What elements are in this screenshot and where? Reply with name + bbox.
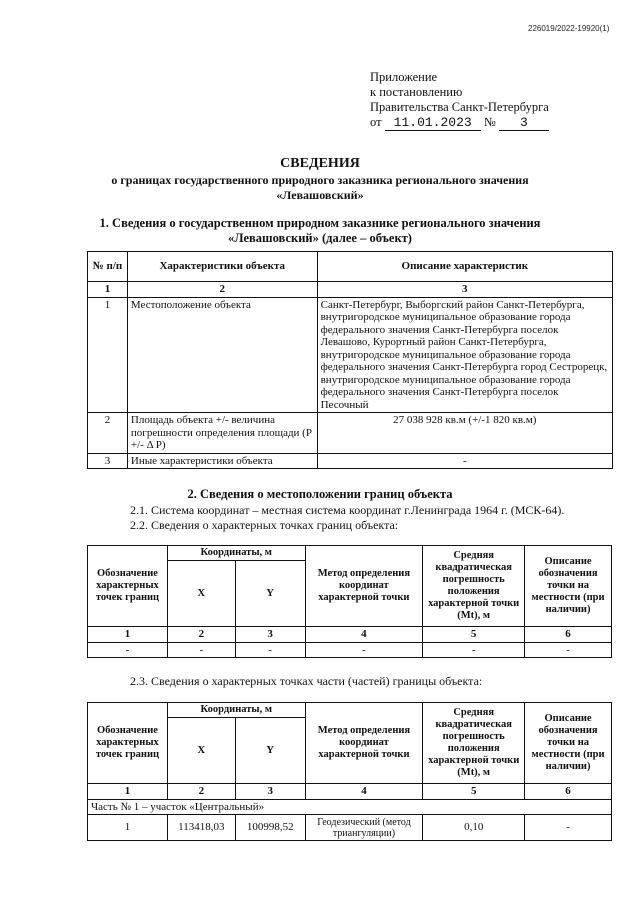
table-row bbox=[88, 642, 612, 658]
header-description: Описание характеристик bbox=[317, 252, 612, 282]
object-table bbox=[87, 251, 613, 469]
col-number-6: 6 bbox=[525, 627, 612, 643]
row-description: Санкт-Петербург, Выборгский район Санкт-Петербурга, внутригородское муниципальное образование города федерального значения Санкт-Петербурга поселок Левашово, Курортный район Санкт-Петербурга, внутригородское муниципальное образование города федерального значения Санкт-Петербурга город Сестрорецк, внутригородское муниципальное образование города федерального значения Санкт-Петербурга поселок Песочный bbox=[317, 297, 612, 413]
part-points-caption: 2.3. Сведения о характерных точках части (частей) границы объекта: bbox=[130, 674, 483, 688]
part-label: Часть № 1 – участок «Центральный» bbox=[88, 799, 612, 815]
point-description: - bbox=[525, 815, 612, 841]
col-number-3: 3 bbox=[235, 627, 305, 643]
header-point-description: Описание обозначения точки на местности (при наличии) bbox=[525, 703, 612, 784]
date-prefix: от bbox=[370, 115, 382, 129]
cell-empty: - bbox=[235, 642, 305, 658]
col-number-2: 2 bbox=[167, 784, 235, 800]
appendix-line2: к постановлению bbox=[370, 85, 463, 99]
header-coordinates: Координаты, м bbox=[167, 546, 305, 561]
cell-empty: - bbox=[88, 642, 168, 658]
row-characteristic: Местоположение объекта bbox=[127, 297, 317, 413]
row-description: - bbox=[317, 453, 612, 469]
col-number-3: 3 bbox=[235, 784, 305, 800]
point-y: 100998,52 bbox=[235, 815, 305, 841]
number-prefix: № bbox=[483, 115, 496, 129]
header-method: Метод определения координат характерной точки bbox=[305, 703, 423, 784]
header-y: Y bbox=[235, 718, 305, 784]
cell-empty: - bbox=[423, 642, 525, 658]
decree-date: 11.01.2023 bbox=[385, 115, 481, 131]
col-number-5: 5 bbox=[423, 784, 525, 800]
row-characteristic: Иные характеристики объекта bbox=[127, 453, 317, 469]
point-method: Геодезический (метод триангуляции) bbox=[305, 815, 423, 841]
point-accuracy: 0,10 bbox=[423, 815, 525, 841]
col-number-1: 1 bbox=[88, 627, 168, 643]
header-number: № п/п bbox=[88, 252, 128, 282]
decree-number: 3 bbox=[499, 115, 549, 131]
cell-empty: - bbox=[305, 642, 423, 658]
header-point-description: Описание обозначения точки на местности (при наличии) bbox=[525, 546, 612, 627]
header-coordinates: Координаты, м bbox=[167, 703, 305, 718]
table-row bbox=[88, 297, 613, 413]
row-number: 3 bbox=[88, 453, 128, 469]
col-number-4: 4 bbox=[305, 784, 423, 800]
row-number: 1 bbox=[88, 297, 128, 413]
appendix-date-line bbox=[370, 115, 549, 131]
header-accuracy: Средняя квадратическая погрешность положения характерной точки (Mt), м bbox=[423, 703, 525, 784]
header-point-designation: Обозначение характерных точек границ bbox=[88, 546, 168, 627]
document-title: СВЕДЕНИЯ bbox=[280, 156, 360, 171]
row-description: 27 038 928 кв.м (+/-1 820 кв.м) bbox=[317, 413, 612, 454]
col-number-1: 1 bbox=[88, 282, 128, 298]
col-number-6: 6 bbox=[525, 784, 612, 800]
cell-empty: - bbox=[525, 642, 612, 658]
boundary-points-caption: 2.2. Сведения о характерных точках границ объекта: bbox=[130, 518, 399, 532]
header-method: Метод определения координат характерной точки bbox=[305, 546, 423, 627]
boundary-points-table bbox=[87, 545, 612, 658]
header-x: X bbox=[167, 718, 235, 784]
table-row bbox=[88, 815, 612, 841]
document-id: 226019/2022-19920(1) bbox=[528, 24, 610, 33]
part-points-table bbox=[87, 702, 612, 841]
coordinate-system-text: 2.1. Система координат – местная система координат г.Ленинграда 1964 г. (МСК-64). bbox=[130, 503, 565, 517]
header-y: Y bbox=[235, 561, 305, 627]
section1-heading-2: «Левашовский» (далее – объект) bbox=[228, 231, 412, 245]
header-accuracy: Средняя квадратическая погрешность положения характерной точки (Mt), м bbox=[423, 546, 525, 627]
header-x: X bbox=[167, 561, 235, 627]
row-number: 2 bbox=[88, 413, 128, 454]
header-characteristic: Характеристики объекта bbox=[127, 252, 317, 282]
col-number-1: 1 bbox=[88, 784, 168, 800]
table-row bbox=[88, 453, 613, 469]
appendix-line1: Приложение bbox=[370, 70, 438, 84]
col-number-2: 2 bbox=[127, 282, 317, 298]
table-row bbox=[88, 413, 613, 454]
header-point-designation: Обозначение характерных точек границ bbox=[88, 703, 168, 784]
col-number-4: 4 bbox=[305, 627, 423, 643]
title-subtitle-1: о границах государственного природного заказника регионального значения bbox=[111, 173, 529, 187]
point-x: 113418,03 bbox=[167, 815, 235, 841]
point-number: 1 bbox=[88, 815, 168, 841]
row-characteristic: Площадь объекта +/- величина погрешности определения площади (P +/- Δ P) bbox=[127, 413, 317, 454]
col-number-2: 2 bbox=[167, 627, 235, 643]
section1-heading-1: 1. Сведения о государственном природном заказнике регионального значения bbox=[99, 216, 541, 230]
section2-heading: 2. Сведения о местоположении границ объекта bbox=[187, 487, 453, 501]
col-number-3: 3 bbox=[317, 282, 612, 298]
title-subtitle-2: «Левашовский» bbox=[276, 188, 364, 202]
cell-empty: - bbox=[167, 642, 235, 658]
appendix-line3: Правительства Санкт-Петербурга bbox=[370, 100, 549, 114]
col-number-5: 5 bbox=[423, 627, 525, 643]
